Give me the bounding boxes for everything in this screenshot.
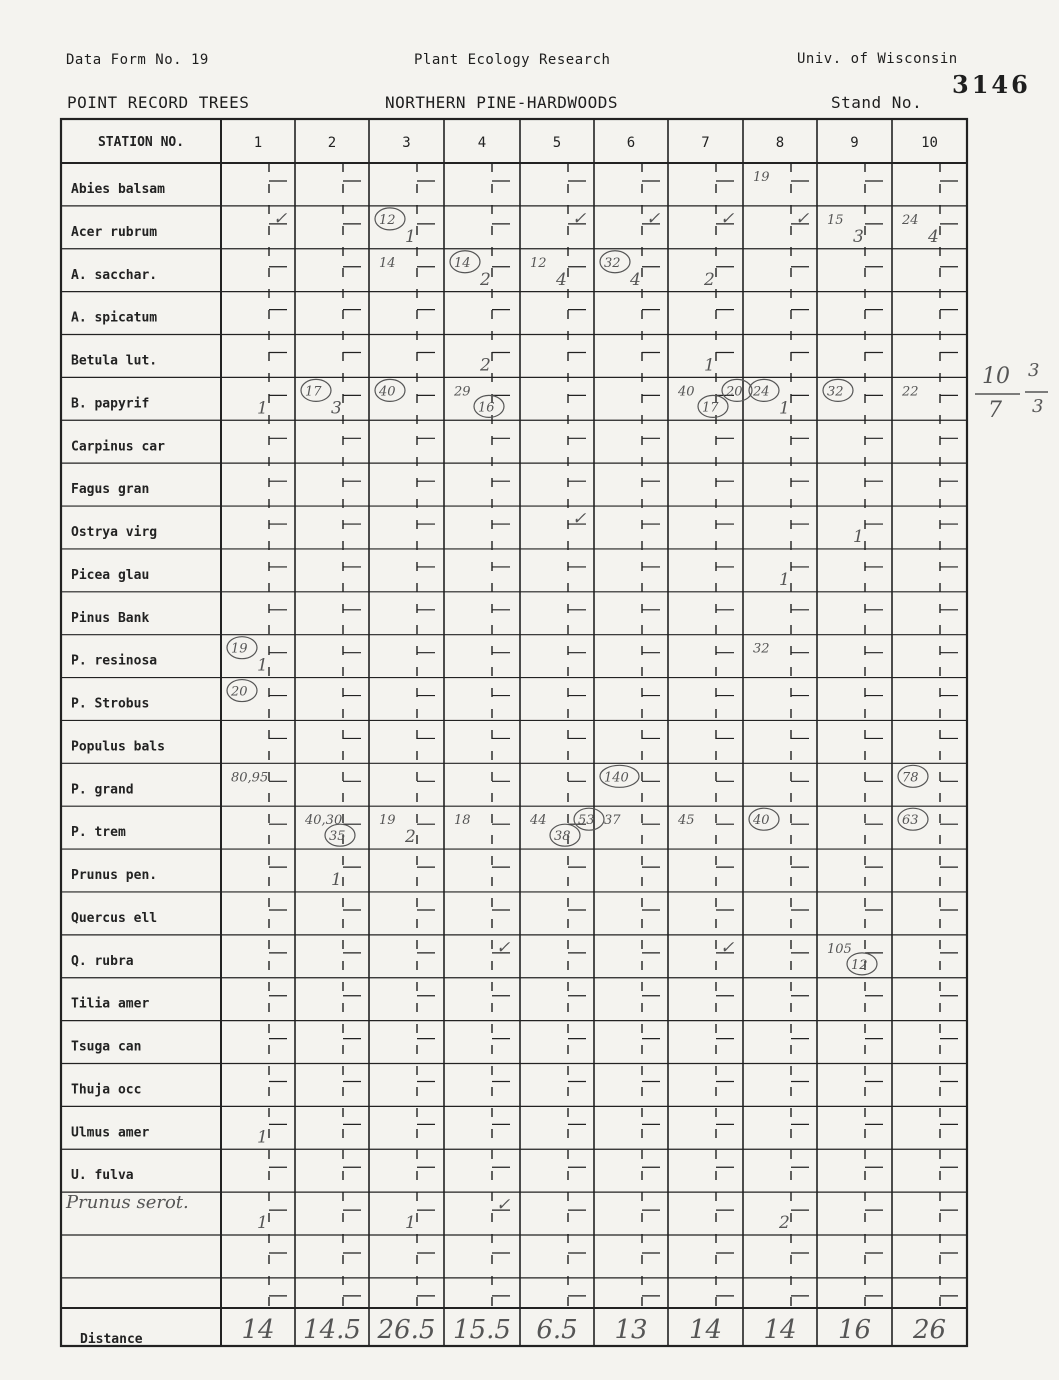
- distance-value: 13: [614, 1315, 648, 1345]
- species-label: Fagus gran: [71, 482, 150, 498]
- fraction-bottom-right: 3: [1032, 396, 1044, 417]
- tree-entry: ✓: [273, 208, 288, 229]
- tree-entry: 32: [604, 255, 621, 271]
- station-numbers: [98, 135, 938, 151]
- tree-entry: ✓: [496, 937, 511, 958]
- tree-entry: 1: [704, 355, 715, 376]
- tree-entry: 40: [753, 813, 770, 829]
- species-label: P. trem: [71, 825, 126, 841]
- tree-entry: 4: [630, 269, 641, 290]
- tree-entry: 1: [853, 527, 864, 548]
- tree-entry: 12: [851, 957, 868, 973]
- distance-value: 26.5: [377, 1315, 436, 1345]
- species-label: Acer rubrum: [71, 224, 158, 240]
- form-number: Data Form No. 19: [66, 52, 209, 68]
- species-label: Populus bals: [71, 739, 165, 755]
- species-labels: [71, 182, 165, 1347]
- tree-entry: 45: [678, 813, 695, 829]
- tree-entry: 14: [379, 255, 396, 271]
- tree-entry: 105: [827, 941, 852, 957]
- tree-entry: 20: [231, 684, 248, 700]
- community-title: NORTHERN PINE-HARDWOODS: [385, 93, 619, 112]
- distance-value: 26: [912, 1315, 947, 1345]
- station-number: 9: [850, 135, 859, 151]
- species-label: A. spicatum: [71, 310, 158, 326]
- tree-entry: 19: [379, 813, 396, 829]
- tree-entry: ✓: [572, 509, 587, 530]
- handwritten-entries: [227, 170, 939, 1233]
- species-label: P. grand: [71, 782, 134, 798]
- tree-entry: ✓: [572, 208, 587, 229]
- tree-entry: 17: [702, 400, 719, 416]
- species-label: Q. rubra: [71, 953, 134, 969]
- distance-value: 14.5: [303, 1315, 361, 1345]
- table-border: [61, 119, 967, 1346]
- tree-entry: 2: [704, 269, 715, 290]
- species-label: P. resinosa: [71, 653, 158, 669]
- tree-entry: 14: [454, 255, 471, 271]
- tree-entry: 37: [604, 813, 621, 829]
- station-number: 10: [921, 135, 938, 151]
- tree-entry: 44: [530, 813, 547, 829]
- tree-entry: 38: [554, 829, 571, 845]
- station-number: 6: [626, 135, 636, 151]
- species-label: Abies balsam: [71, 182, 165, 197]
- tree-entry: 1: [405, 226, 416, 247]
- distance-value: 14: [763, 1315, 797, 1345]
- tree-entry: 40: [678, 384, 695, 400]
- distance-label: Distance: [80, 1332, 143, 1347]
- tree-entry: 1: [257, 1213, 268, 1234]
- tree-entry: 78: [902, 770, 919, 786]
- species-label: Prunus pen.: [71, 868, 158, 884]
- tree-entry: 4: [556, 269, 567, 290]
- tree-entry: 40: [379, 384, 396, 400]
- tree-entry: 16: [478, 400, 495, 416]
- tree-entry: 35: [329, 829, 346, 845]
- tree-entry: 2: [480, 355, 491, 376]
- tree-entry: 3: [331, 398, 342, 419]
- fraction-top-left: 10: [982, 364, 1010, 389]
- species-label: Tilia amer: [71, 996, 150, 1012]
- extra-species-handwritten: Prunus serot.: [66, 1192, 189, 1213]
- tree-entry: 1: [405, 1213, 416, 1234]
- tree-entry: 4: [928, 226, 939, 247]
- tree-entry: 32: [753, 641, 770, 657]
- station-number: 2: [327, 135, 337, 151]
- species-label: A. sacchar.: [71, 267, 158, 283]
- tree-entry: 19: [231, 641, 248, 657]
- species-label: P. Strobus: [71, 696, 150, 712]
- species-label: Tsuga can: [71, 1039, 142, 1055]
- tree-entry: 1: [257, 1127, 268, 1148]
- tree-entry: 2: [480, 269, 491, 290]
- station-number: 1: [253, 135, 263, 151]
- fraction-top-right: 3: [1028, 360, 1040, 381]
- station-number: 8: [775, 135, 785, 151]
- distance-value: 14: [241, 1315, 275, 1345]
- species-label: Thuja occ: [71, 1082, 142, 1098]
- species-label: Carpinus car: [71, 439, 165, 455]
- station-number: 4: [477, 135, 487, 151]
- tree-entry: ✓: [720, 208, 735, 229]
- stand-number: 3146: [952, 70, 1031, 99]
- tree-entry: ✓: [795, 208, 810, 229]
- station-number: 7: [701, 135, 710, 151]
- form-title: POINT RECORD TREES: [67, 93, 250, 112]
- table-grid-lines: [61, 119, 967, 1346]
- species-label: Betula lut.: [71, 353, 158, 369]
- tree-entry: 20: [726, 384, 743, 400]
- species-label: Picea glau: [71, 567, 150, 583]
- tree-entry: 24: [753, 384, 770, 400]
- species-label: Ulmus amer: [71, 1125, 150, 1141]
- station-label: STATION NO.: [97, 135, 185, 150]
- distance-value: 14: [688, 1315, 723, 1345]
- stand-label: Stand No.: [831, 93, 923, 112]
- tree-entry: 29: [454, 384, 471, 400]
- tree-entry: 22: [902, 384, 919, 400]
- distance-value: 16: [837, 1315, 872, 1345]
- station-number: 3: [402, 135, 411, 151]
- species-label: B. papyrif: [71, 396, 150, 412]
- tree-entry: 18: [454, 813, 471, 829]
- tree-entry: 2: [779, 1213, 790, 1234]
- tree-entry: 1: [331, 870, 342, 891]
- tree-entry: 19: [753, 170, 770, 185]
- species-label: Pinus Bank: [71, 610, 150, 626]
- tree-entry: 1: [257, 655, 268, 676]
- species-label: U. fulva: [71, 1168, 134, 1184]
- tree-entry: 15: [827, 212, 844, 228]
- tree-entry: 17: [305, 384, 322, 400]
- tree-entry: 63: [902, 813, 919, 829]
- tree-entry: 1: [257, 398, 268, 419]
- tree-entry: ✓: [646, 208, 661, 229]
- tree-entry: 32: [827, 384, 844, 400]
- species-label: Quercus ell: [71, 910, 158, 926]
- university: Univ. of Wisconsin: [797, 51, 958, 67]
- tree-entry: 80,95: [231, 770, 269, 786]
- tree-entry: 3: [853, 226, 864, 247]
- species-label: Ostrya virg: [71, 525, 158, 541]
- tree-entry: 1: [779, 398, 790, 419]
- tree-entry: 12: [379, 212, 396, 228]
- tree-entry: ✓: [720, 937, 735, 958]
- tree-entry: 53: [578, 813, 595, 829]
- tree-entry: 2: [405, 827, 416, 848]
- organization: Plant Ecology Research: [414, 52, 611, 68]
- tree-entry: 1: [779, 569, 790, 590]
- distance-value: 6.5: [536, 1315, 578, 1345]
- distance-value: 15.5: [453, 1315, 511, 1345]
- tree-entry: 12: [530, 255, 547, 271]
- tree-entry: 140: [604, 770, 629, 786]
- fraction-lines: [975, 392, 1048, 394]
- tree-entry: ✓: [496, 1195, 511, 1216]
- tree-entry: 24: [902, 212, 919, 228]
- station-number: 5: [552, 135, 562, 151]
- tree-entry: 40,30: [305, 813, 343, 829]
- fraction-bottom-left: 7: [988, 398, 1002, 423]
